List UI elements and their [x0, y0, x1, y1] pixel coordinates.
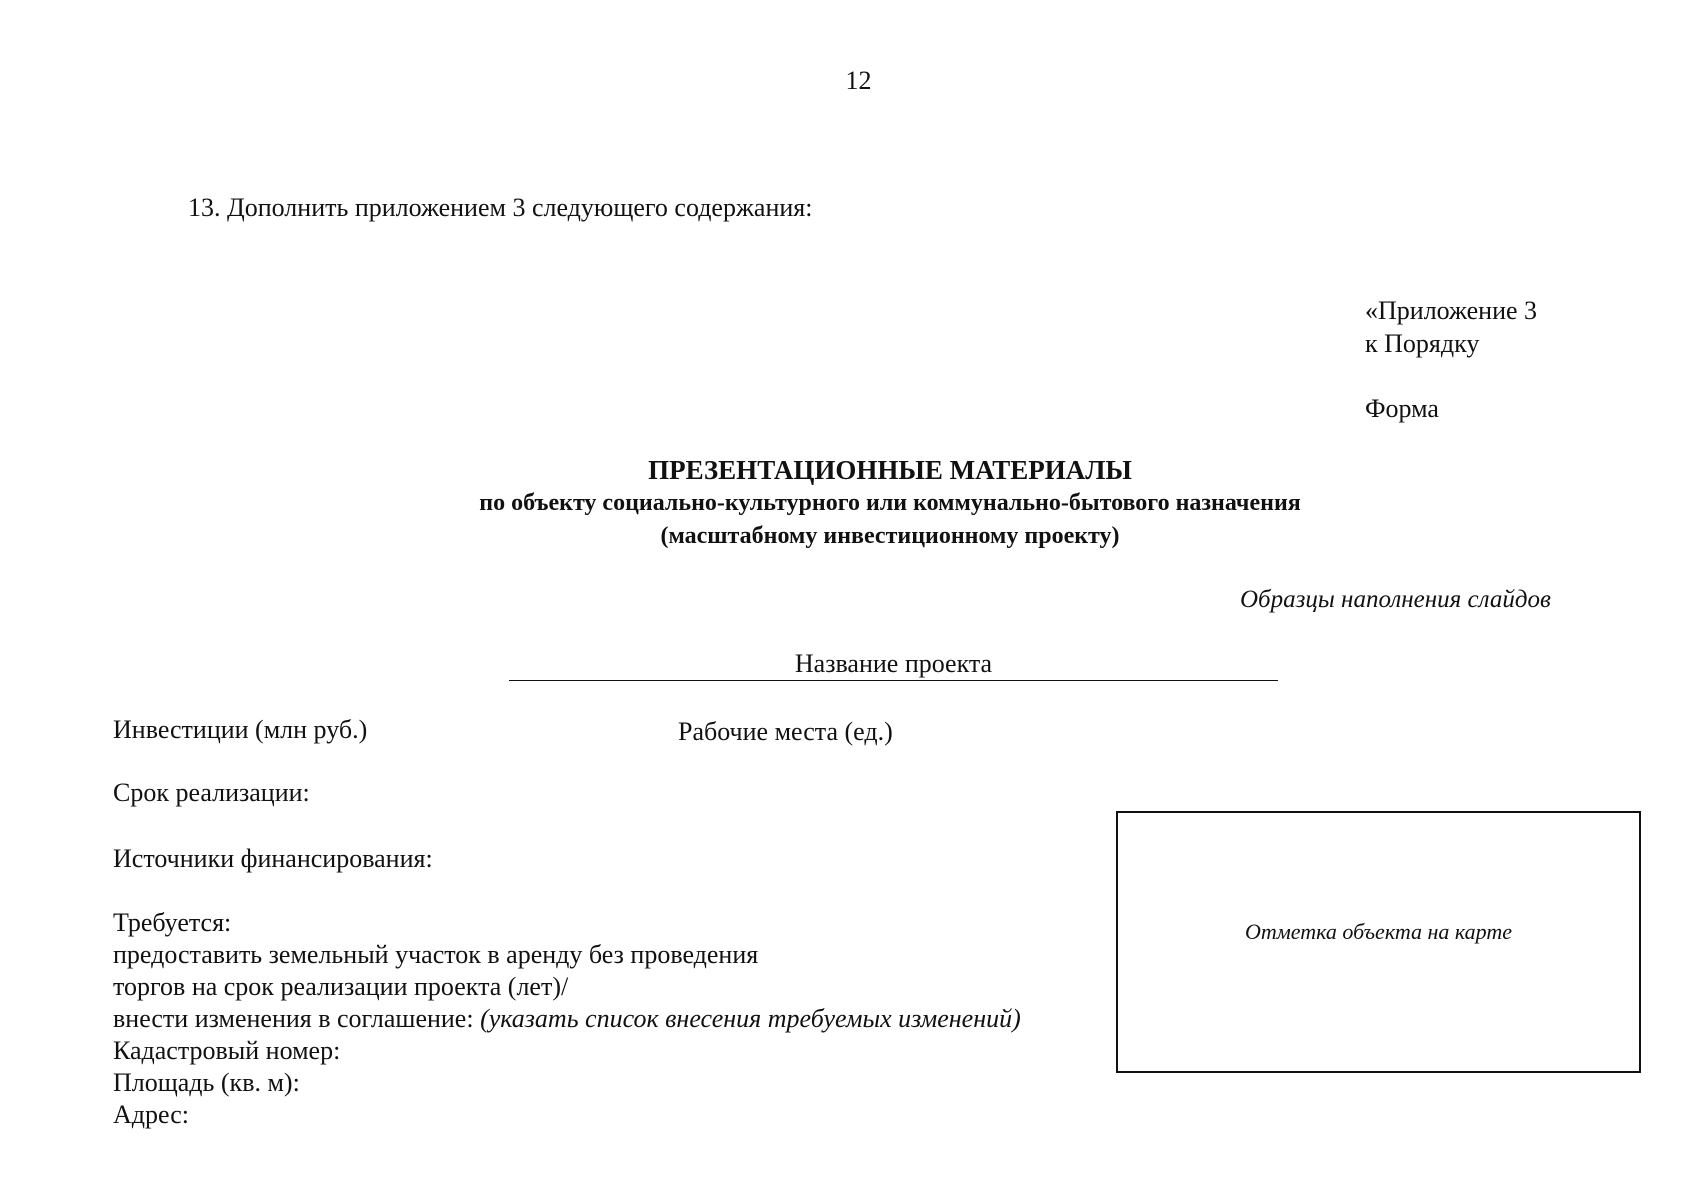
appendix-line-2: к Порядку — [1365, 329, 1480, 358]
map-caption: Отметка объекта на карте — [1244, 919, 1512, 944]
project-title-label: Название проекта — [794, 649, 993, 678]
jobs-label: Рабочие места (ед.) — [678, 717, 893, 746]
document-subtitle-1: по объекту социально-культурного или коммунально-бытового назначения — [479, 490, 1301, 516]
address-label: Адрес: — [113, 1100, 189, 1129]
term-label: Срок реализации: — [113, 778, 310, 807]
requirement-line-3-note: (указать список внесения требуемых изменений) — [480, 1004, 1021, 1033]
requirements-heading: Требуется: — [113, 908, 232, 937]
requirement-line-3 — [113, 1003, 1021, 1035]
requirement-line-3-prefix: внести изменения в соглашение: — [113, 1004, 481, 1033]
funding-label: Источники финансирования: — [113, 844, 433, 873]
cadastral-number-label: Кадастровый номер: — [113, 1036, 341, 1065]
requirements-block — [113, 907, 1021, 1131]
area-label: Площадь (кв. м): — [113, 1068, 300, 1097]
document-subtitle-2: (масштабному инвестиционному проекту) — [660, 523, 1120, 549]
map-placeholder-box — [1116, 811, 1641, 1073]
form-label: Форма — [1365, 394, 1439, 423]
requirement-line-2: торгов на срок реализации проекта (лет)/ — [113, 972, 569, 1001]
page-number: 12 — [845, 66, 872, 95]
appendix-reference — [1365, 294, 1537, 360]
investments-label: Инвестиции (млн руб.) — [113, 715, 368, 744]
intro-text: 13. Дополнить приложением 3 следующего содержания: — [188, 193, 813, 222]
document-title: ПРЕЗЕНТАЦИОННЫЕ МАТЕРИАЛЫ — [648, 455, 1132, 485]
slides-note: Образцы наполнения слайдов — [1240, 586, 1551, 613]
appendix-line-1: «Приложение 3 — [1365, 296, 1538, 325]
project-title-field — [509, 648, 1278, 681]
requirement-line-1: предоставить земельный участок в аренду без проведения — [113, 940, 759, 969]
